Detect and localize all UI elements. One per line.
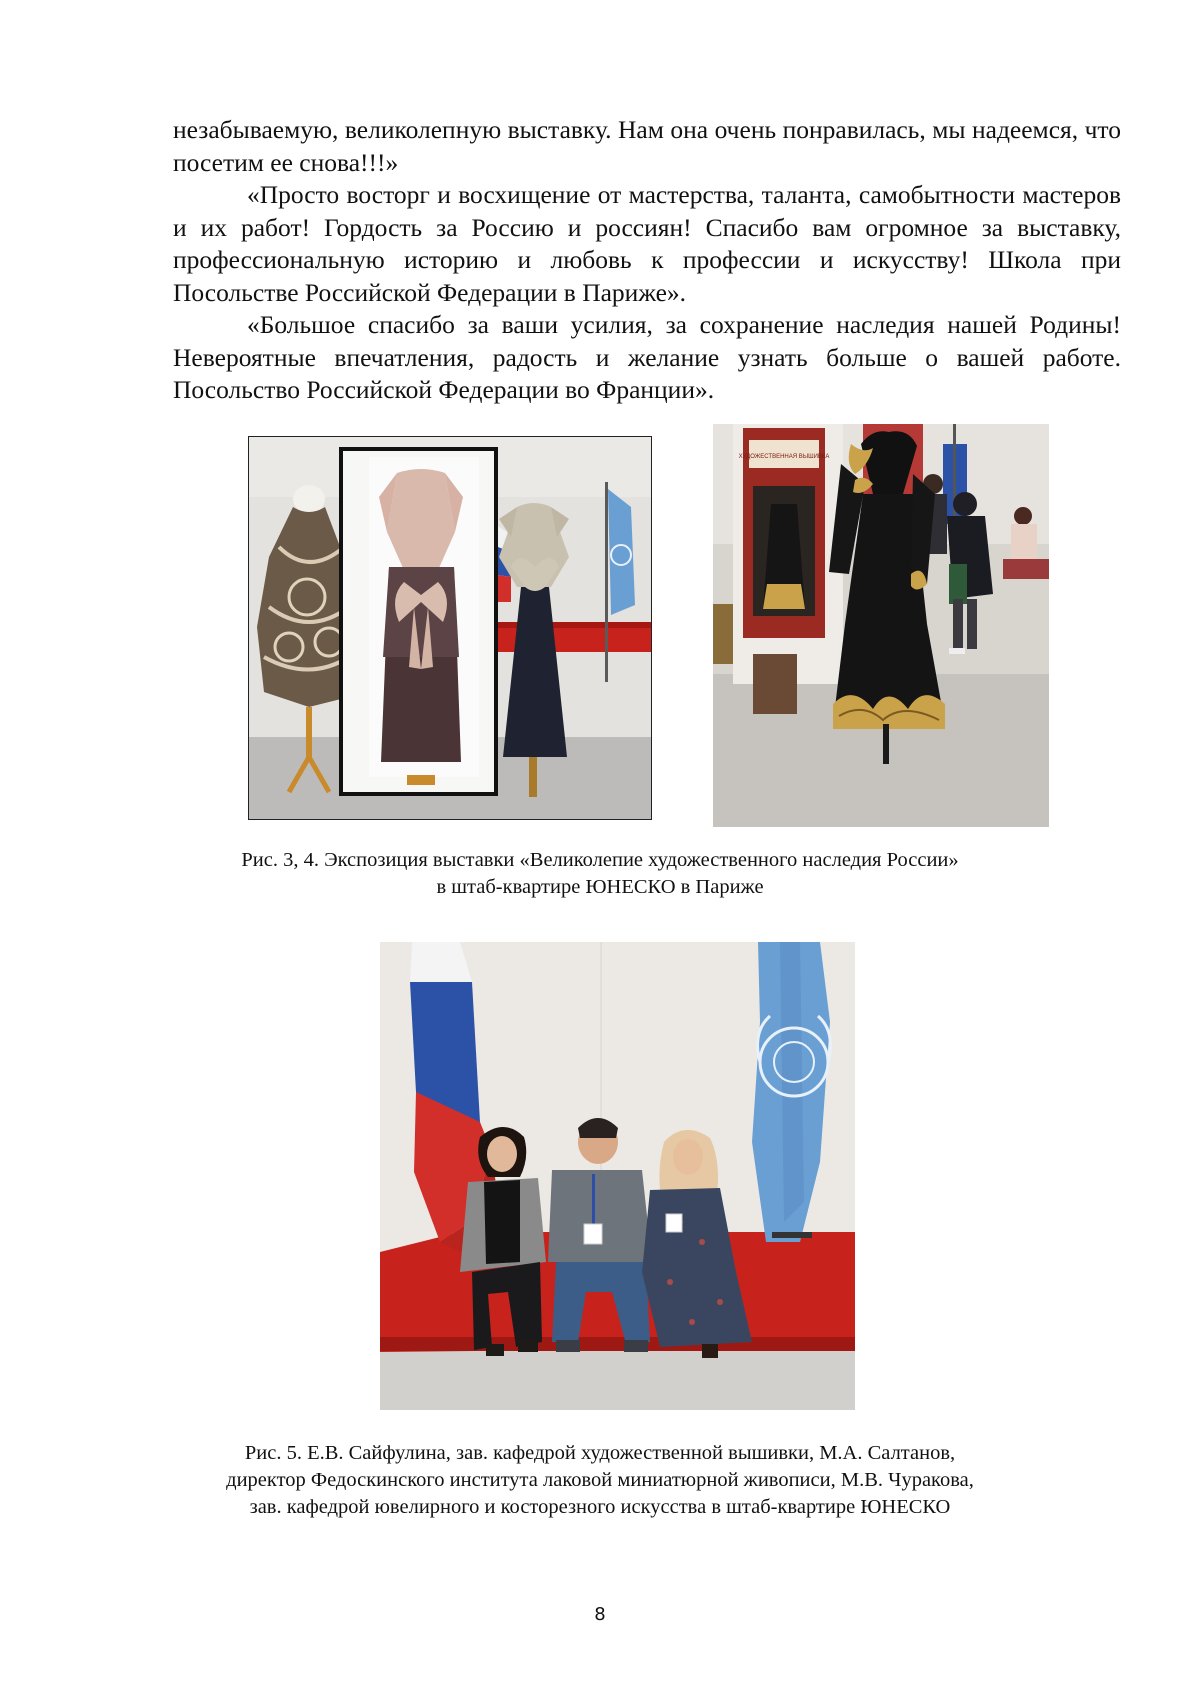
page-number: 8 xyxy=(594,1604,606,1625)
paragraph-continuation: незабываемую, великолепную выставку. Нам она очень понравилась, мы надеемся, что посетим ее снова!!!» xyxy=(173,115,1121,177)
figure-3-dresses-photo xyxy=(248,436,652,820)
figure-5-caption-line-3: зав. кафедрой ювелирного и косторезного искусства в штаб-квартире ЮНЕСКО xyxy=(249,1496,951,1518)
paragraph-quote-school: «Просто восторг и восхищение от мастерства, таланта, самобытности мастеров и их работ! Гордость за Россию и россиян! Спасибо вам огромное за выставку, профессиональную историю и любовь к профессии и искусству! Школа при Посольстве Российской Федерации в Париже». xyxy=(173,180,1121,307)
figure-5-caption xyxy=(150,1440,1050,1521)
figure-3-4-caption-line-1: Рис. 3, 4. Экспозиция выставки «Великолепие художественного наследия России» xyxy=(241,849,959,871)
figure-3-4-caption xyxy=(150,847,1050,901)
figure-5-caption-line-2: директор Федоскинского института лаковой миниатюрной живописи, М.В. Чуракова, xyxy=(226,1469,974,1491)
figure-3-4-caption-line-2: в штаб-квартире ЮНЕСКО в Париже xyxy=(436,876,764,898)
figure-5-caption-line-1: Рис. 5. Е.В. Сайфулина, зав. кафедрой художественной вышивки, М.А. Салтанов, xyxy=(244,1442,956,1464)
figure-5-group-photo xyxy=(380,942,855,1410)
figure-4-embroidered-dress-photo xyxy=(713,424,1049,827)
poster-title: ХУДОЖЕСТВЕННАЯ ВЫШИВКА xyxy=(738,454,830,460)
paragraph-quote-embassy: «Большое спасибо за ваши усилия, за сохранение наследия нашей Родины! Невероятные впечатления, радость и желание узнать больше о вашей работе. Посольство Российской Федерации во Франции». xyxy=(173,310,1121,404)
